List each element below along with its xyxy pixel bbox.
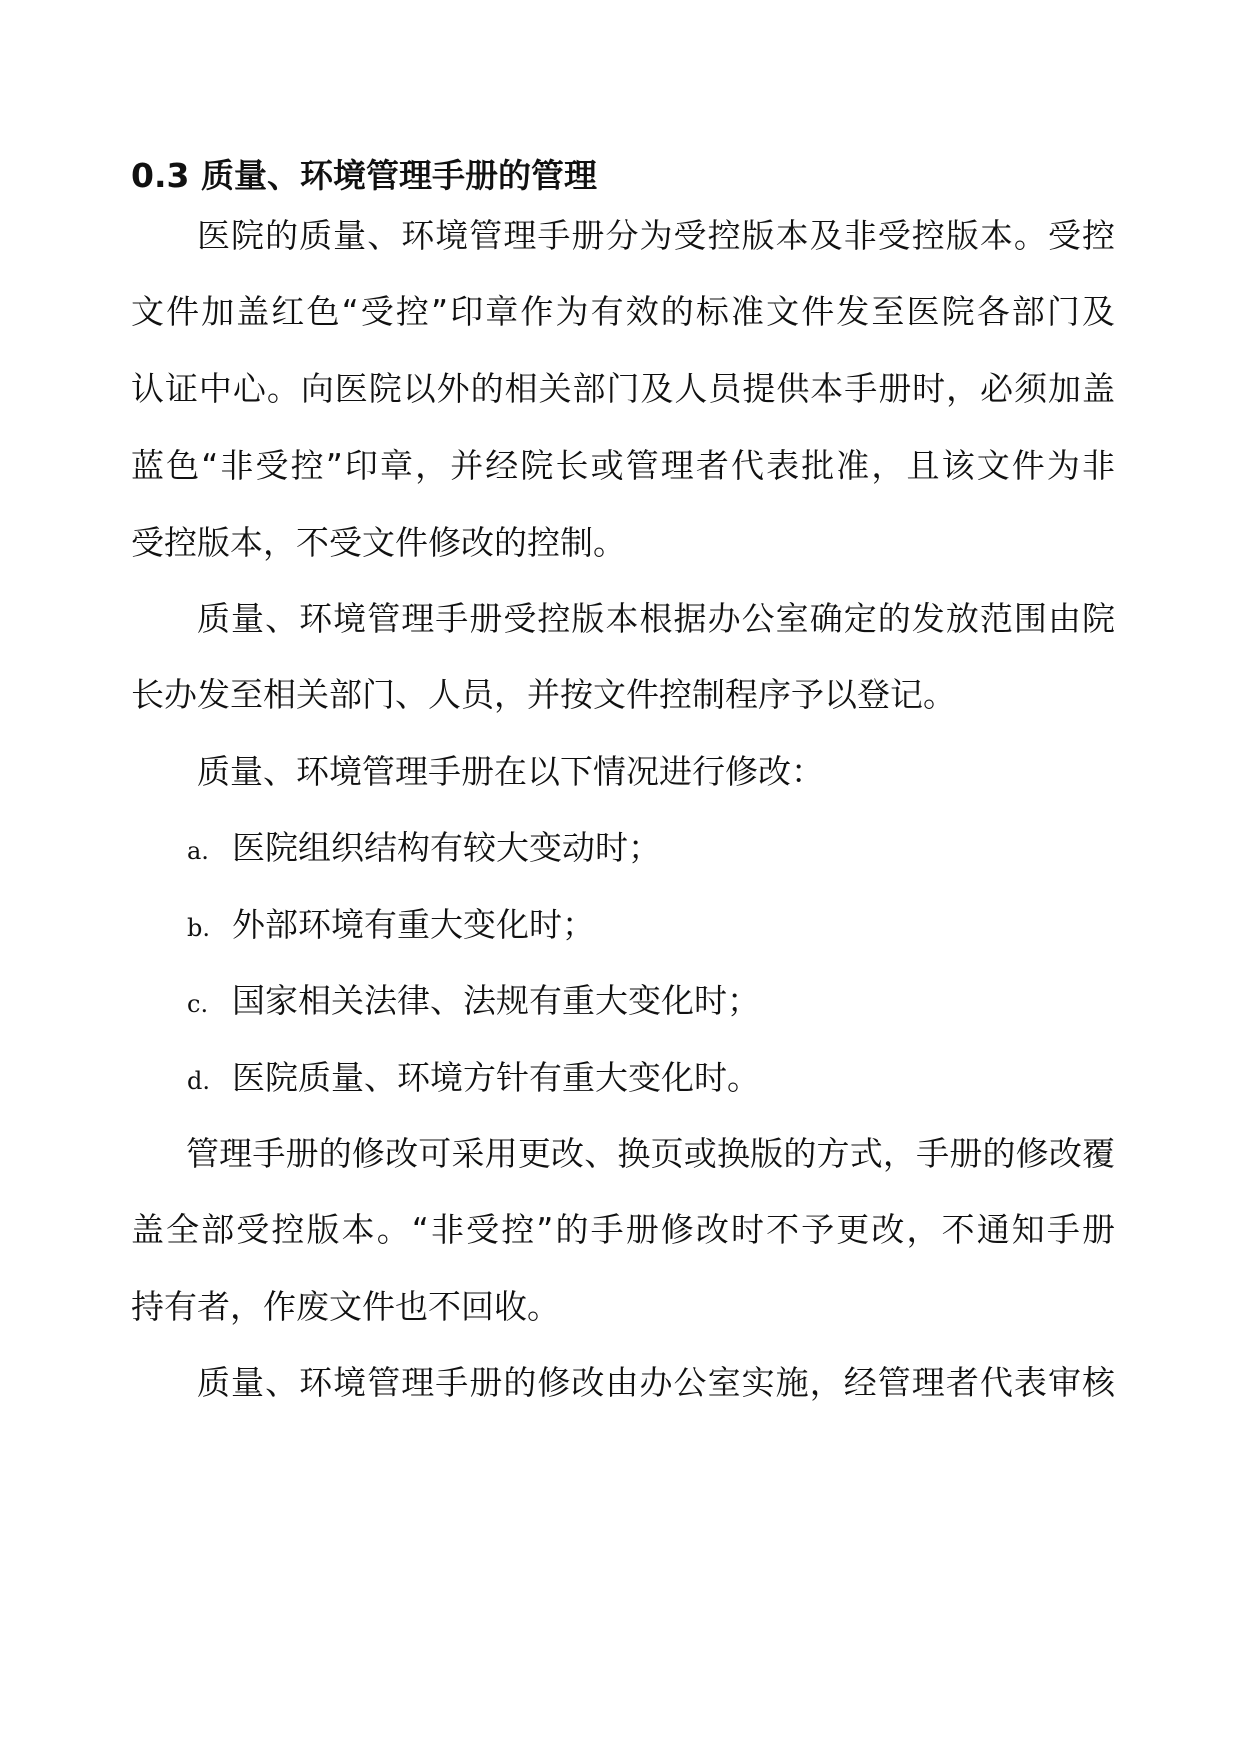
paragraph-line: 管理手册的修改可采用更改、换页或换版的方式，手册的修改覆: [186, 1134, 1115, 1173]
section-heading: 0.3 质量、环境管理手册的管理: [131, 156, 597, 195]
list-item-text: 外部环境有重大变化时；: [232, 905, 595, 944]
list-item-text: 国家相关法律、法规有重大变化时；: [232, 981, 760, 1020]
paragraph-line: 质量、环境管理手册在以下情况进行修改：: [197, 752, 824, 791]
list-item-text: 医院组织结构有较大变动时；: [232, 828, 661, 867]
list-item-text: 医院质量、环境方针有重大变化时。: [232, 1058, 760, 1097]
paragraph-line: 文件加盖红色“受控”印章作为有效的标准文件发至医院各部门及: [131, 292, 1115, 331]
paragraph-line: 认证中心。向医院以外的相关部门及人员提供本手册时，必须加盖: [131, 369, 1115, 408]
paragraph-line: 质量、环境管理手册受控版本根据办公室确定的发放范围由院: [197, 599, 1115, 638]
list-item: [187, 975, 760, 1033]
list-item: [187, 822, 661, 880]
paragraph-line: 医院的质量、环境管理手册分为受控版本及非受控版本。受控: [197, 216, 1115, 255]
paragraph-line: 质量、环境管理手册的修改由办公室实施，经管理者代表审核: [197, 1363, 1115, 1402]
paragraph-line: 受控版本，不受文件修改的控制。: [131, 523, 626, 562]
list-marker: c.: [187, 990, 209, 1018]
list-marker: a.: [187, 837, 209, 865]
list-item: [187, 899, 595, 957]
paragraph-line: 蓝色“非受控”印章，并经院长或管理者代表批准，且该文件为非: [131, 446, 1115, 485]
paragraph-line: 持有者，作废文件也不回收。: [131, 1287, 560, 1326]
list-marker: d.: [187, 1067, 210, 1095]
paragraph-line: 盖全部受控版本。“非受控”的手册修改时不予更改，不通知手册: [131, 1210, 1115, 1249]
list-item: [187, 1052, 760, 1110]
list-marker: b.: [187, 914, 210, 942]
paragraph-line: 长办发至相关部门、人员，并按文件控制程序予以登记。: [131, 675, 956, 714]
